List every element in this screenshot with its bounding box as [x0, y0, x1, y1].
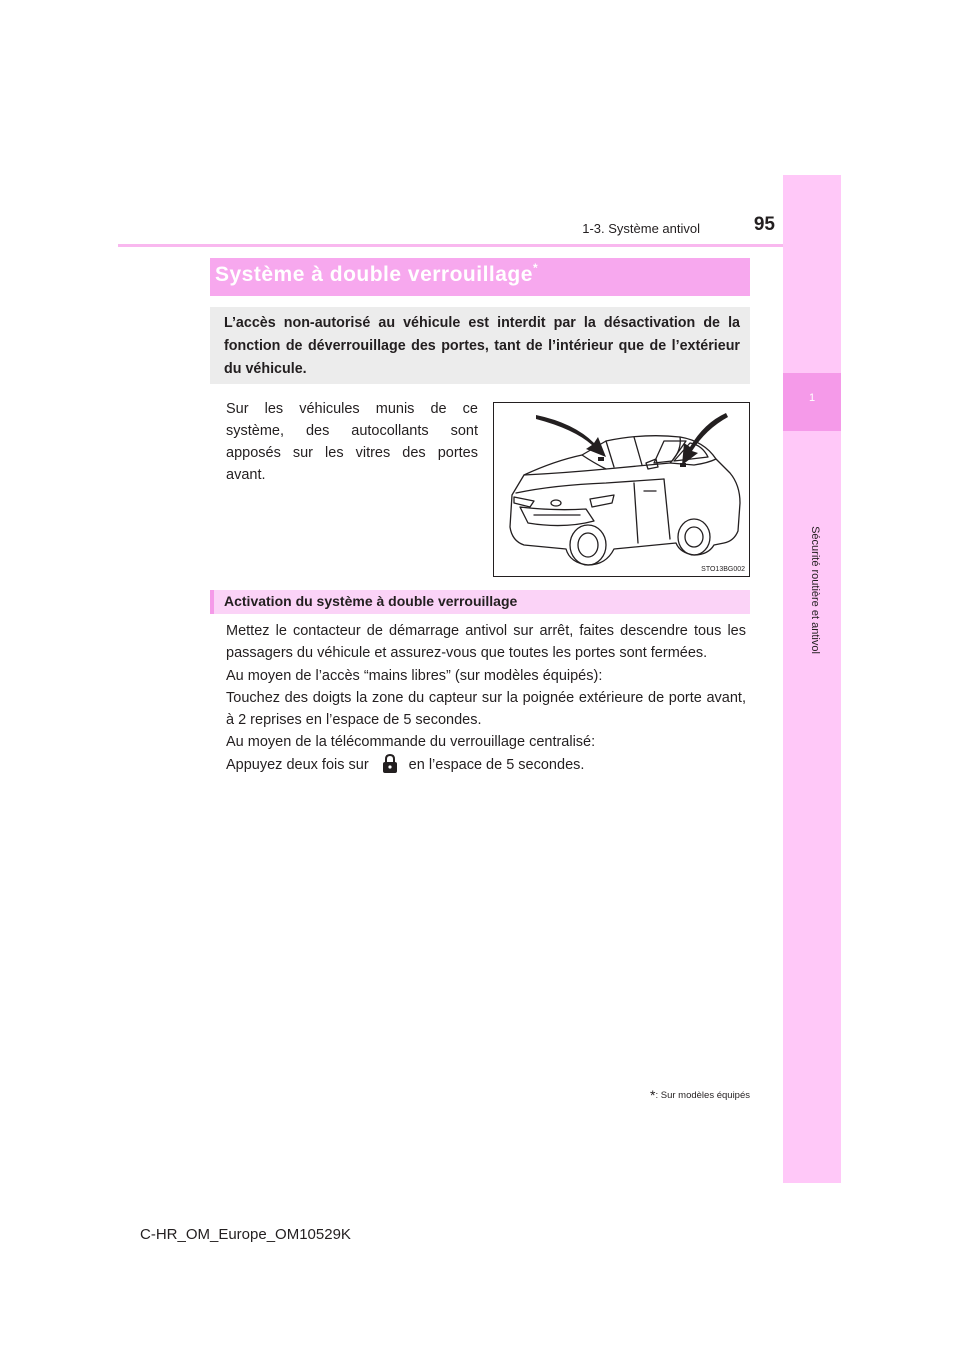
section-title-text: Système à double verrouillage	[215, 263, 533, 286]
activation-methods	[226, 665, 746, 776]
activation-paragraph: Mettez le contacteur de démarrage antivol sur arrêt, faites descendre tous les passagers du véhicule et assurez-vous que toutes les portes sont fermées.	[226, 623, 746, 661]
header-rule	[118, 244, 783, 247]
footnote	[560, 1087, 750, 1103]
stickers-paragraph: Sur les véhicules munis de ce système, des autocollants sont apposés sur les vitres des portes avant.	[226, 401, 478, 483]
chapter-title: Sécurité routière et antivol	[809, 526, 821, 654]
intro-text: L’accès non-autorisé au véhicule est interdit par la désactivation de la fonction de déverrouillage des portes, tant de l’intérieur que de l’extérieur du véhicule.	[224, 315, 740, 377]
car-illustration-figure	[493, 402, 750, 577]
chapter-number: 1	[808, 392, 816, 404]
smart-entry-heading: Au moyen de l’accès “mains libres” (sur modèles équipés):	[226, 668, 603, 684]
running-header-section: 1-3. Système antivol	[582, 221, 700, 236]
smart-entry-instruction: Touchez des doigts la zone du capteur sur la poignée extérieure de porte avant, à 2 reprises en l’espace de 5 secondes.	[226, 690, 746, 728]
page-number: 95	[753, 214, 775, 235]
title-asterisk: *	[532, 261, 539, 275]
subsection-accent	[210, 590, 214, 614]
figure-code: STO13BG002	[701, 566, 745, 573]
lock-icon	[379, 753, 401, 773]
footnote-asterisk: *	[650, 1087, 656, 1103]
remote-heading: Au moyen de la télécommande du verrouillage centralisé:	[226, 734, 596, 750]
footnote-text: : Sur modèles équipés	[655, 1090, 750, 1101]
section-title	[215, 263, 538, 287]
remote-instruction-after: en l’espace de 5 secondes.	[408, 757, 585, 773]
footer-document-code: C-HR_OM_Europe_OM10529K	[140, 1226, 351, 1243]
remote-instruction	[226, 753, 746, 776]
car-illustration	[494, 403, 749, 576]
subsection-title: Activation du système à double verrouillage	[224, 593, 518, 609]
remote-instruction-before: Appuyez deux fois sur	[226, 757, 369, 773]
